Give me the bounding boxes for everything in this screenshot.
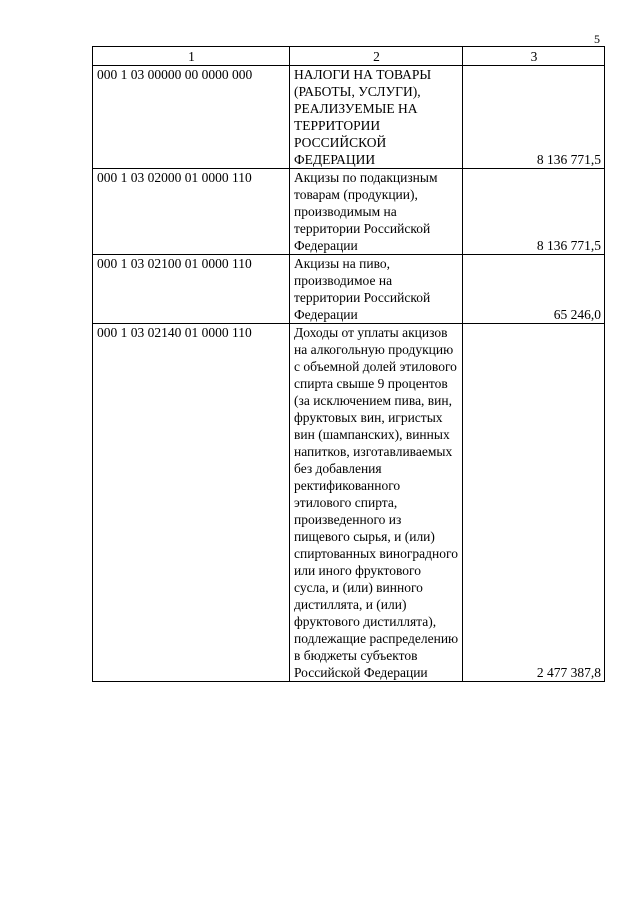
- revenue-name-cell: Доходы от уплаты акцизов на алкогольную продукцию с объемной долей этилового спирта свыше 9 процентов (за исключением пива, вин, фруктовых вин, игристых вин (шампанских), винных напитков, изготавливаемых без добавления ректификованного этилового спирта, произведенного из пищевого сырья, и (или) спиртованных виноградного или иного фруктового сусла, и (или) винного дистиллята, и (или) фруктового дистиллята), подлежащие распределению в бюджеты субъектов Российской Федерации: [290, 324, 463, 682]
- table-row: [93, 255, 605, 324]
- budget-code-cell: 000 1 03 02140 01 0000 110: [93, 324, 290, 682]
- amount-cell: 8 136 771,5: [463, 66, 605, 169]
- budget-code-cell: 000 1 03 00000 00 0000 000: [93, 66, 290, 169]
- revenue-name-cell: Акцизы по подакцизным товарам (продукции), производимым на территории Российской Федерации: [290, 169, 463, 255]
- table-header-row: [93, 47, 605, 66]
- budget-code-cell: 000 1 03 02000 01 0000 110: [93, 169, 290, 255]
- column-header: 1: [93, 47, 290, 66]
- column-header: 3: [463, 47, 605, 66]
- budget-table: [92, 46, 605, 682]
- table-row: [93, 66, 605, 169]
- column-header: 2: [290, 47, 463, 66]
- amount-cell: 65 246,0: [463, 255, 605, 324]
- revenue-name-cell: Акцизы на пиво, производимое на территории Российской Федерации: [290, 255, 463, 324]
- revenue-name-cell: НАЛОГИ НА ТОВАРЫ (РАБОТЫ, УСЛУГИ), РЕАЛИЗУЕМЫЕ НА ТЕРРИТОРИИ РОССИЙСКОЙ ФЕДЕРАЦИИ: [290, 66, 463, 169]
- amount-cell: 2 477 387,8: [463, 324, 605, 682]
- page-number: 5: [594, 32, 600, 46]
- budget-code-cell: 000 1 03 02100 01 0000 110: [93, 255, 290, 324]
- table-row: [93, 324, 605, 682]
- table-row: [93, 169, 605, 255]
- amount-cell: 8 136 771,5: [463, 169, 605, 255]
